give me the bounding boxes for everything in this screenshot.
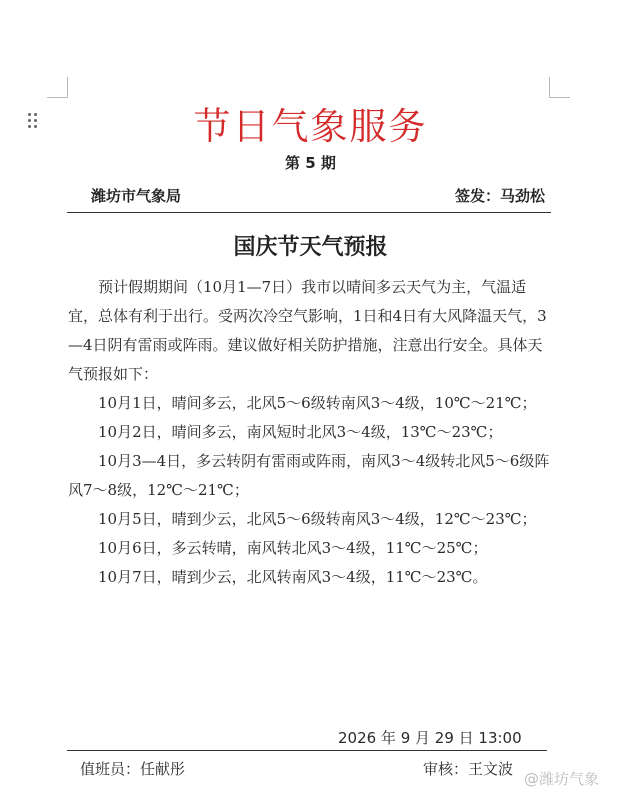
watermark: @潍坊气象: [524, 770, 600, 788]
header-divider: [67, 212, 551, 213]
duty-officer: 值班员：任献彤: [80, 760, 186, 778]
forecast-paragraph: 10月5日，晴到少云，北风5～6级转南风3～4级，12℃～23℃；: [98, 510, 537, 528]
forecast-paragraph: 10月3—4日，多云转阴有雷雨或阵雨，南风3～4级转北风5～6级阵风7～8级，12℃～21℃；: [68, 452, 550, 499]
forecast-paragraph: 10月2日，晴间多云，南风短时北风3～4级，13℃～23℃；: [98, 423, 503, 441]
signer: 签发：马劲松: [454, 187, 545, 205]
forecast-paragraph: 10月7日，晴到少云，北风转南风3～4级，11℃～23℃。: [98, 568, 488, 586]
issue-number: 第 5 期: [285, 154, 336, 172]
document-title: 节日气象服务: [193, 105, 428, 148]
page-corner-mark-left: [47, 77, 68, 98]
issue-date-time: 2026 年 9 月 29 日 13:00: [338, 729, 522, 747]
reviewer: 审核：王文波: [423, 760, 514, 778]
forecast-paragraph-intro: 预计假期期间（10月1—7日）我市以晴间多云天气为主，气温适宜，总体有利于出行。受两次冷空气影响，1日和4日有大风降温天气，3—4日阴有雷雨或阵雨。建议做好相关防护措施，注意出行安全。具体天气预报如下：: [68, 278, 547, 383]
page-corner-mark-right: [549, 77, 570, 98]
forecast-paragraph: 10月1日，晴间多云，北风5～6级转南风3～4级，10℃～21℃；: [98, 394, 537, 412]
footer-divider: [67, 750, 547, 751]
forecast-headline: 国庆节天气预报: [233, 235, 388, 260]
forecast-body: [68, 273, 552, 592]
department-name: 潍坊市气象局: [91, 187, 182, 205]
forecast-paragraph: 10月6日，多云转晴，南风转北风3～4级，11℃～25℃；: [98, 539, 488, 557]
